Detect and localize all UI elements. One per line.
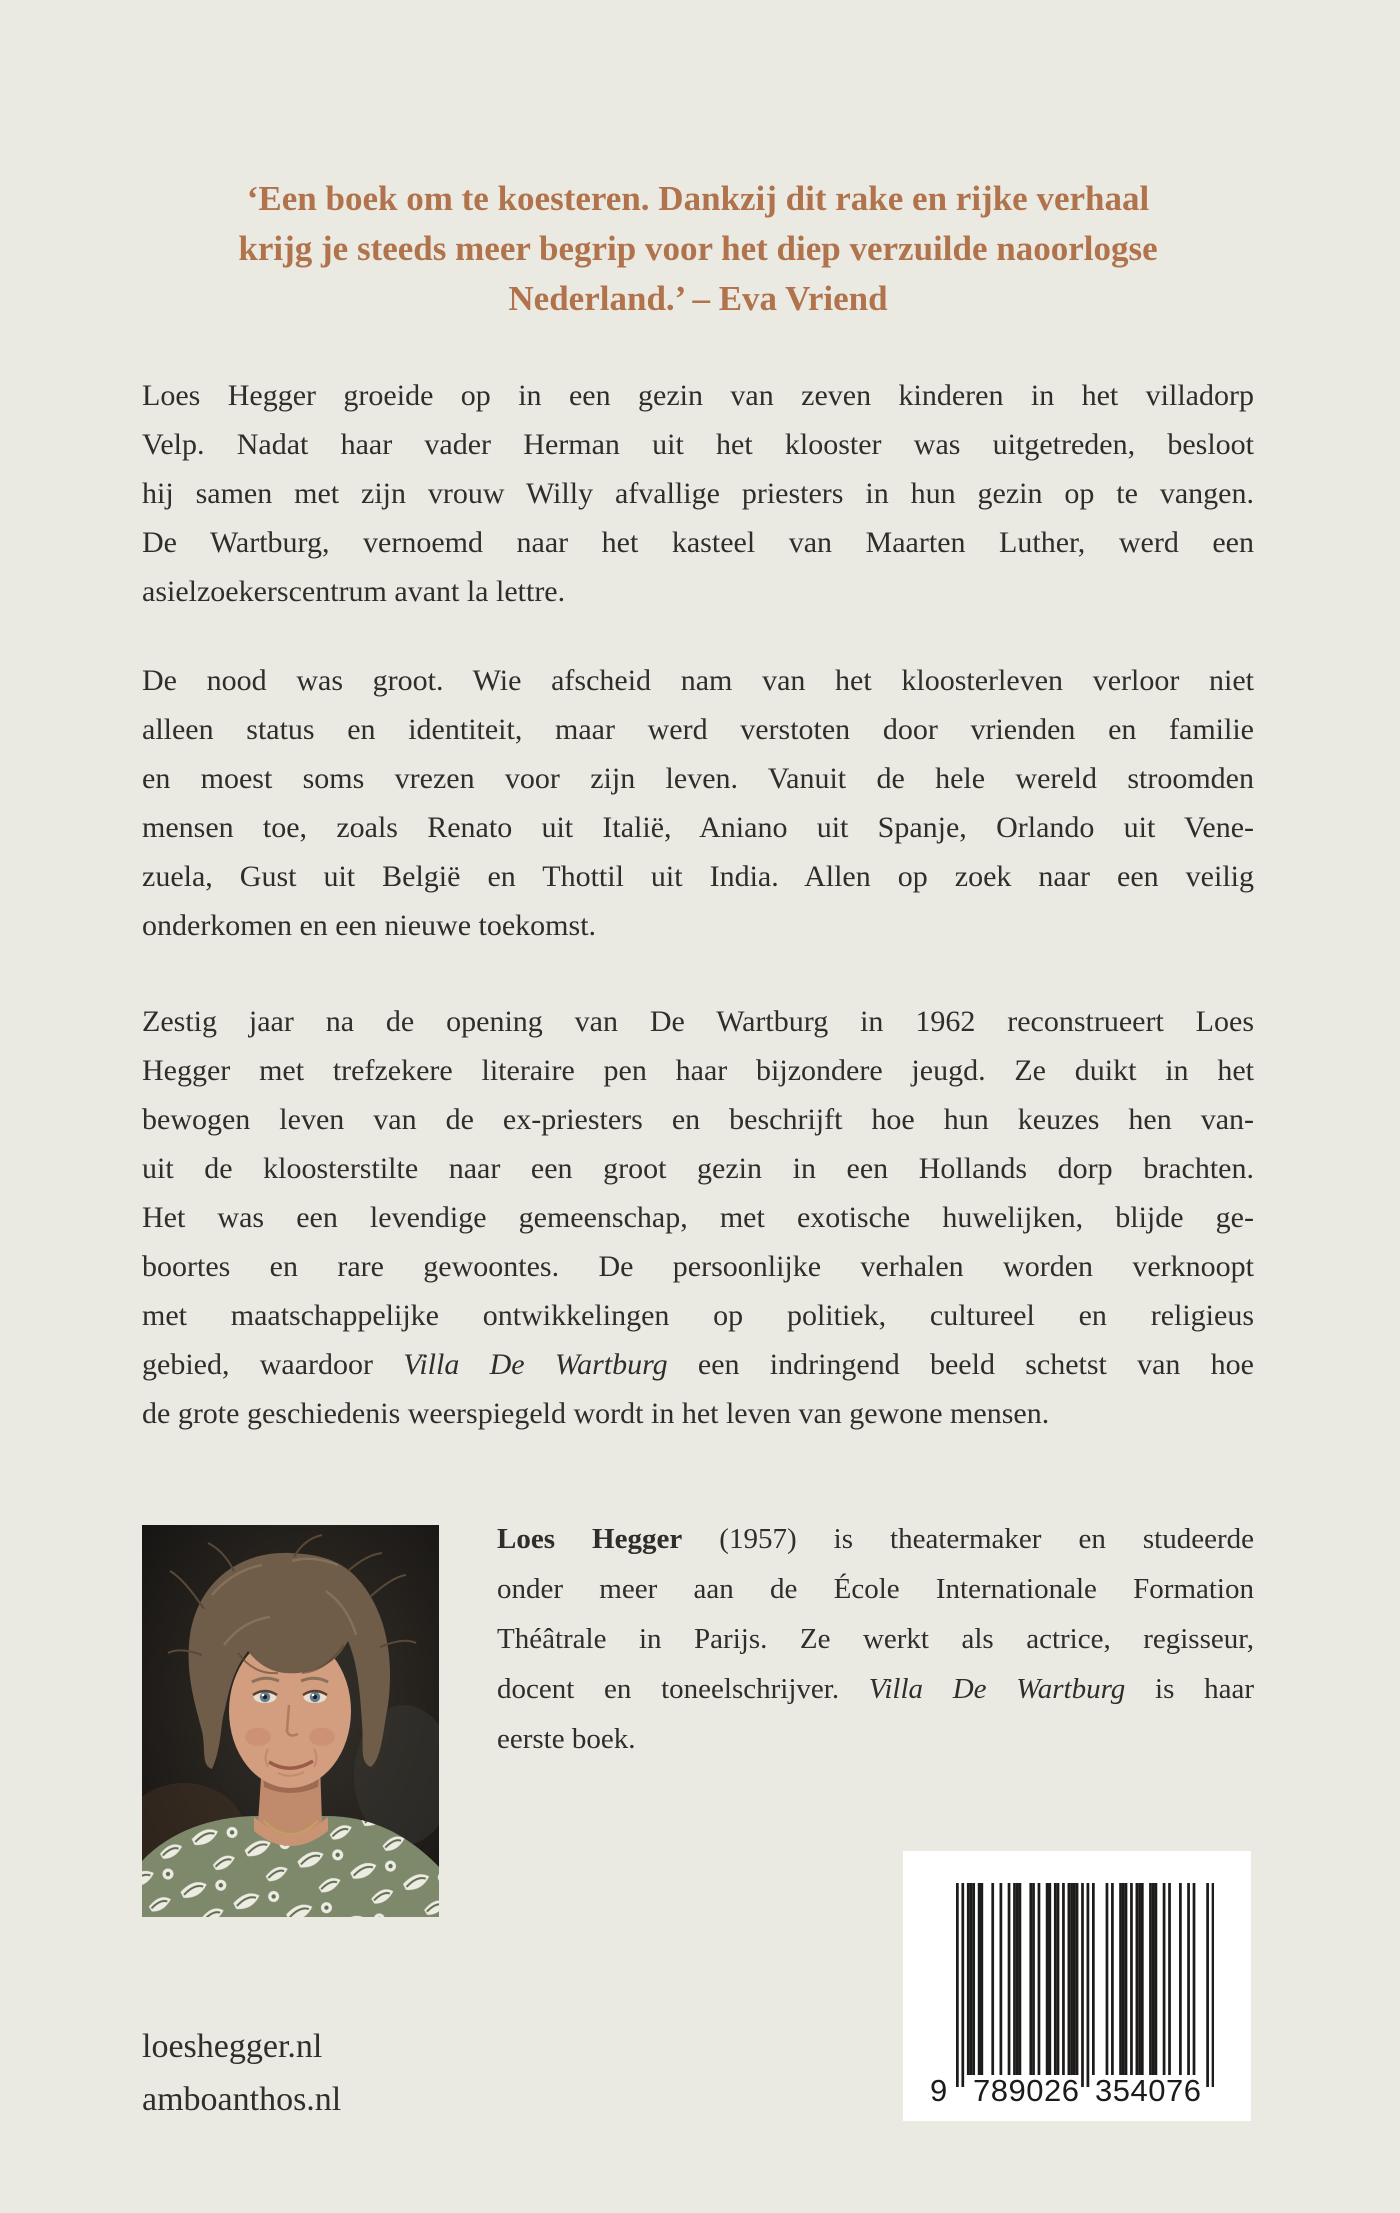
blurb-paragraph-2 [142,656,1254,950]
text-line: onderkomen en een nieuwe toekomst. [142,909,597,942]
text-line: De Wartburg, vernoemd naar het kasteel van Maarten Luther, werd een [142,526,1254,559]
barcode-bars [956,1883,1214,2092]
text-line: docent en toneelschrijver. Villa De Wartburg is haar [497,1673,1254,1705]
blurb-paragraph-3 [142,997,1254,1438]
text-line: de grote geschiedenis weerspiegeld wordt in het leven van gewone mensen. [142,1397,1050,1430]
isbn-digit-group-2: 789026 [973,2073,1080,2108]
text-line: eerste boek. [497,1723,636,1755]
text-line: gebied, waardoor Villa De Wartburg een indringend beeld schetst van hoe [142,1348,1254,1381]
text-line: Hegger met trefzekere literaire pen haar bijzondere jeugd. Ze duikt in het [142,1054,1254,1087]
text-line: onder meer aan de École Internationale Formation [497,1573,1254,1605]
text-line: alleen status en identiteit, maar werd verstoten door vrienden en familie [142,713,1254,746]
text-line: amboanthos.nl [142,2081,342,2118]
text-line: zuela, Gust uit België en Thottil uit India. Allen op zoek naar een veilig [142,860,1254,893]
text-line: hij samen met zijn vrouw Willy afvallige priesters in hun gezin op te vangen. [142,477,1254,510]
text-line: Zestig jaar na de opening van De Wartburg in 1962 reconstrueert Loes [142,1005,1254,1038]
author-photo [142,1525,439,1917]
publisher-websites [142,2020,341,2126]
text-line: ‘Een boek om te koesteren. Dankzij dit rake en rijke verhaal [246,179,1150,218]
text-line: Nederland.’ – Eva Vriend [508,279,888,318]
text-line: uit de kloosterstilte naar een groot gezin in een Hollands dorp brachten. [142,1152,1254,1185]
text-line: Théâtrale in Parijs. Ze werkt als actrice, regisseur, [497,1623,1254,1655]
text-line: De nood was groot. Wie afscheid nam van het kloosterleven verloor niet [142,664,1254,697]
text-line: bewogen leven van de ex-priesters en beschrijft hoe hun keuzes hen van- [142,1103,1254,1136]
barcode [903,1851,1251,2121]
text-line: Loes Hegger (1957) is theatermaker en studeerde [497,1523,1254,1555]
text-line: krijg je steeds meer begrip voor het diep verzuilde naoorlogse [238,229,1158,268]
text-line: loeshegger.nl [142,2028,323,2065]
text-line: Velp. Nadat haar vader Herman uit het klooster was uitgetreden, besloot [142,428,1254,461]
blurb-paragraph-1 [142,371,1254,616]
author-bio [497,1514,1254,1764]
text-line: met maatschappelijke ontwikkelingen op politiek, cultureel en religieus [142,1299,1254,1332]
text-line: Het was een levendige gemeenschap, met exotische huwelijken, blijde ge- [142,1201,1254,1234]
isbn-digit-group-3: 354076 [1095,2073,1202,2108]
text-line: boortes en rare gewoontes. De persoonlijke verhalen worden verknoopt [142,1250,1254,1283]
endorsement-quote [142,174,1254,324]
text-line: en moest soms vrezen voor zijn leven. Vanuit de hele wereld stroomden [142,762,1254,795]
isbn-digit-group-1: 9 [930,2073,948,2108]
text-line: asielzoekerscentrum avant la lettre. [142,575,566,608]
text-line: Loes Hegger groeide op in een gezin van zeven kinderen in het villadorp [142,379,1254,412]
text-line: mensen toe, zoals Renato uit Italië, Aniano uit Spanje, Orlando uit Vene- [142,811,1254,844]
